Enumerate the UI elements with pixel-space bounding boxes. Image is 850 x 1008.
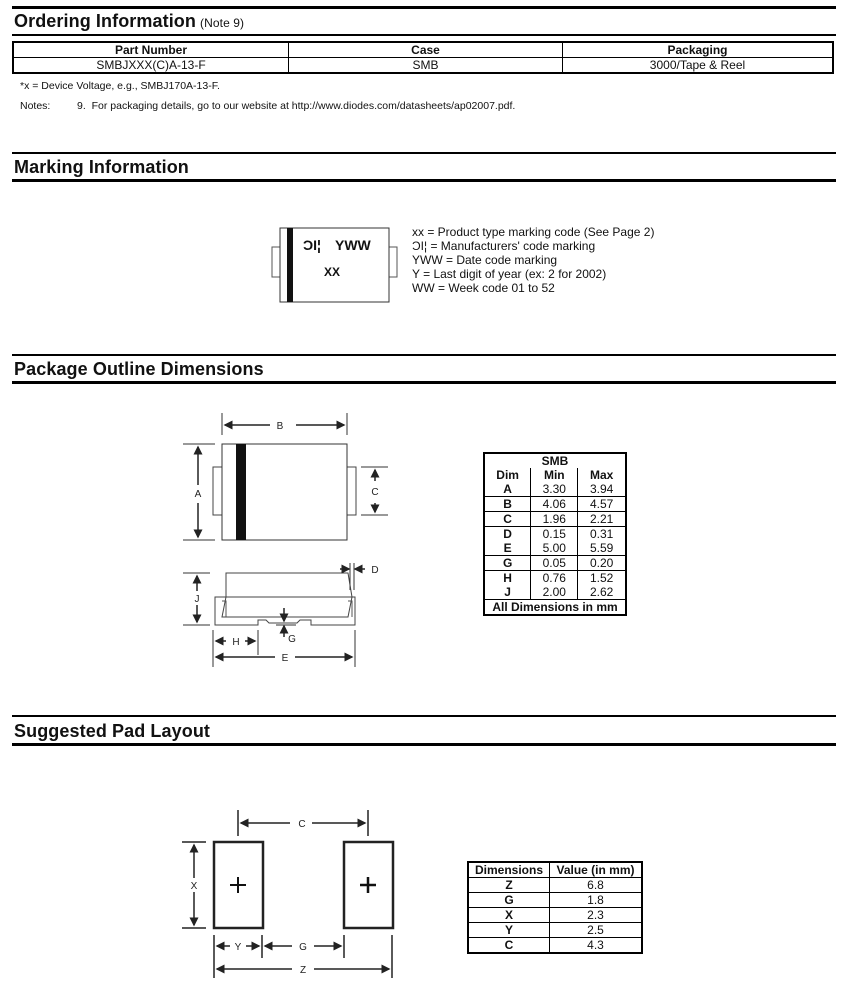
table-row <box>484 527 626 542</box>
table-header-row <box>468 862 642 878</box>
case-cell: SMB <box>289 58 563 74</box>
dimension-cell: G <box>468 893 550 908</box>
dim-label-c: C <box>371 487 379 498</box>
pad-section-title: Suggested Pad Layout <box>14 721 211 741</box>
pad-label-z: Z <box>299 965 307 976</box>
table-row <box>468 923 642 938</box>
dimension-cell: Z <box>468 878 550 893</box>
table-row <box>468 938 642 954</box>
table-row <box>484 541 626 556</box>
value-cell: 1.8 <box>550 893 643 908</box>
min-cell: 4.06 <box>531 497 578 512</box>
min-cell: 5.00 <box>531 541 578 556</box>
table-row <box>484 571 626 586</box>
col-header-value: Value (in mm) <box>550 862 643 878</box>
legend-item: WW = Week code 01 to 52 <box>412 281 555 295</box>
min-cell: 0.15 <box>531 527 578 542</box>
ordering-section-title <box>14 11 244 32</box>
dimension-cell: Y <box>468 923 550 938</box>
legend-item: YWW = Date code marking <box>412 253 558 267</box>
section-rule <box>12 179 836 182</box>
pad-dimensions-table <box>467 861 643 954</box>
col-header-max: Max <box>578 468 626 482</box>
dim-cell: A <box>503 482 512 496</box>
dim-label-h: H <box>232 637 240 648</box>
legend-item: xx = Product type marking code (See Page 2) <box>412 225 655 239</box>
dim-cell: H <box>484 571 531 586</box>
section-rule <box>12 6 836 9</box>
max-cell: 5.59 <box>578 541 626 556</box>
packaging-cell: 3000/Tape & Reel <box>563 58 834 74</box>
pad-label-g: G <box>299 942 307 953</box>
min-cell: 2.00 <box>531 585 578 600</box>
device-voltage-footnote: *x = Device Voltage, e.g., SMBJ170A-13-F. <box>20 80 220 92</box>
dimension-cell: X <box>468 908 550 923</box>
dimension-cell: C <box>468 938 550 954</box>
col-header-part-number: Part Number <box>13 42 289 58</box>
col-header-dim: Dim <box>496 468 519 482</box>
dim-label-e: E <box>281 653 289 664</box>
min-cell: 1.96 <box>531 512 578 527</box>
section-rule <box>12 381 836 384</box>
dim-cell: D <box>484 527 531 542</box>
ordering-title-text: Ordering Information <box>14 11 196 31</box>
pad-label-c: C <box>298 819 306 830</box>
table-row <box>484 556 626 571</box>
table-row <box>13 58 833 74</box>
section-rule <box>12 743 836 746</box>
col-header-packaging: Packaging <box>563 42 834 58</box>
max-cell: 4.57 <box>578 497 626 512</box>
min-cell: 3.30 <box>531 482 578 497</box>
min-cell: 0.76 <box>531 571 578 586</box>
pad-label-x: X <box>190 881 198 892</box>
table-row <box>468 878 642 893</box>
section-rule <box>12 715 836 717</box>
value-cell: 6.8 <box>550 878 643 893</box>
section-rule <box>12 152 836 154</box>
manufacturer-logo-mark: ƆI¦ <box>303 237 321 253</box>
max-cell: 2.62 <box>578 585 626 600</box>
smb-dimensions-table <box>483 452 627 616</box>
table-header-row <box>13 42 833 58</box>
max-cell: 3.94 <box>578 482 626 497</box>
package-name: SMB <box>541 454 569 468</box>
max-cell: 0.31 <box>578 527 626 542</box>
marking-section-title: Marking Information <box>14 157 189 177</box>
note-ref: (Note 9) <box>200 16 245 30</box>
dim-label-d: D <box>371 565 379 576</box>
product-code-mark: XX <box>324 265 341 279</box>
dim-label-j: J <box>194 594 200 605</box>
table-row <box>484 482 626 497</box>
max-cell: 0.20 <box>578 556 626 571</box>
package-header-row <box>484 453 626 468</box>
dim-cell: G <box>484 556 531 571</box>
value-cell: 4.3 <box>550 938 643 954</box>
dim-label-g: G <box>288 634 296 645</box>
dim-label-b: B <box>276 421 284 432</box>
note-9-text: 9. For packaging details, go to our website at http://www.diodes.com/datasheets/ap02007.pdf. <box>77 100 516 112</box>
table-row <box>468 893 642 908</box>
table-row <box>468 908 642 923</box>
section-rule <box>12 34 836 36</box>
col-header-case: Case <box>289 42 563 58</box>
dim-cell: B <box>484 497 531 512</box>
value-cell: 2.3 <box>550 908 643 923</box>
dim-cell: E <box>503 541 512 555</box>
pad-layout-diagram <box>170 800 410 990</box>
col-header-min: Min <box>531 468 578 482</box>
min-cell: 0.05 <box>531 556 578 571</box>
dim-cell: J <box>504 585 511 599</box>
units-note: All Dimensions in mm <box>484 600 626 616</box>
table-row <box>484 497 626 512</box>
outline-section-title: Package Outline Dimensions <box>14 359 264 379</box>
ordering-table <box>12 41 834 74</box>
dim-cell: C <box>484 512 531 527</box>
table-header-row <box>484 468 626 482</box>
legend-item: ƆI¦ = Manufacturers' code marking <box>412 239 596 253</box>
marking-legend <box>412 225 654 295</box>
notes-label: Notes: <box>20 100 51 112</box>
table-footer-row <box>484 600 626 616</box>
package-outline-diagram <box>170 405 390 675</box>
marking-package-diagram <box>270 222 400 308</box>
date-code-mark: YWW <box>335 237 371 253</box>
max-cell: 2.21 <box>578 512 626 527</box>
max-cell: 1.52 <box>578 571 626 586</box>
section-rule <box>12 354 836 356</box>
col-header-dimensions: Dimensions <box>468 862 550 878</box>
table-row <box>484 512 626 527</box>
table-row <box>484 585 626 600</box>
value-cell: 2.5 <box>550 923 643 938</box>
dim-label-a: A <box>194 489 202 500</box>
part-number-cell: SMBJXXX(C)A-13-F <box>13 58 289 74</box>
pad-label-y: Y <box>234 942 242 953</box>
legend-item: Y = Last digit of year (ex: 2 for 2002) <box>412 267 607 281</box>
